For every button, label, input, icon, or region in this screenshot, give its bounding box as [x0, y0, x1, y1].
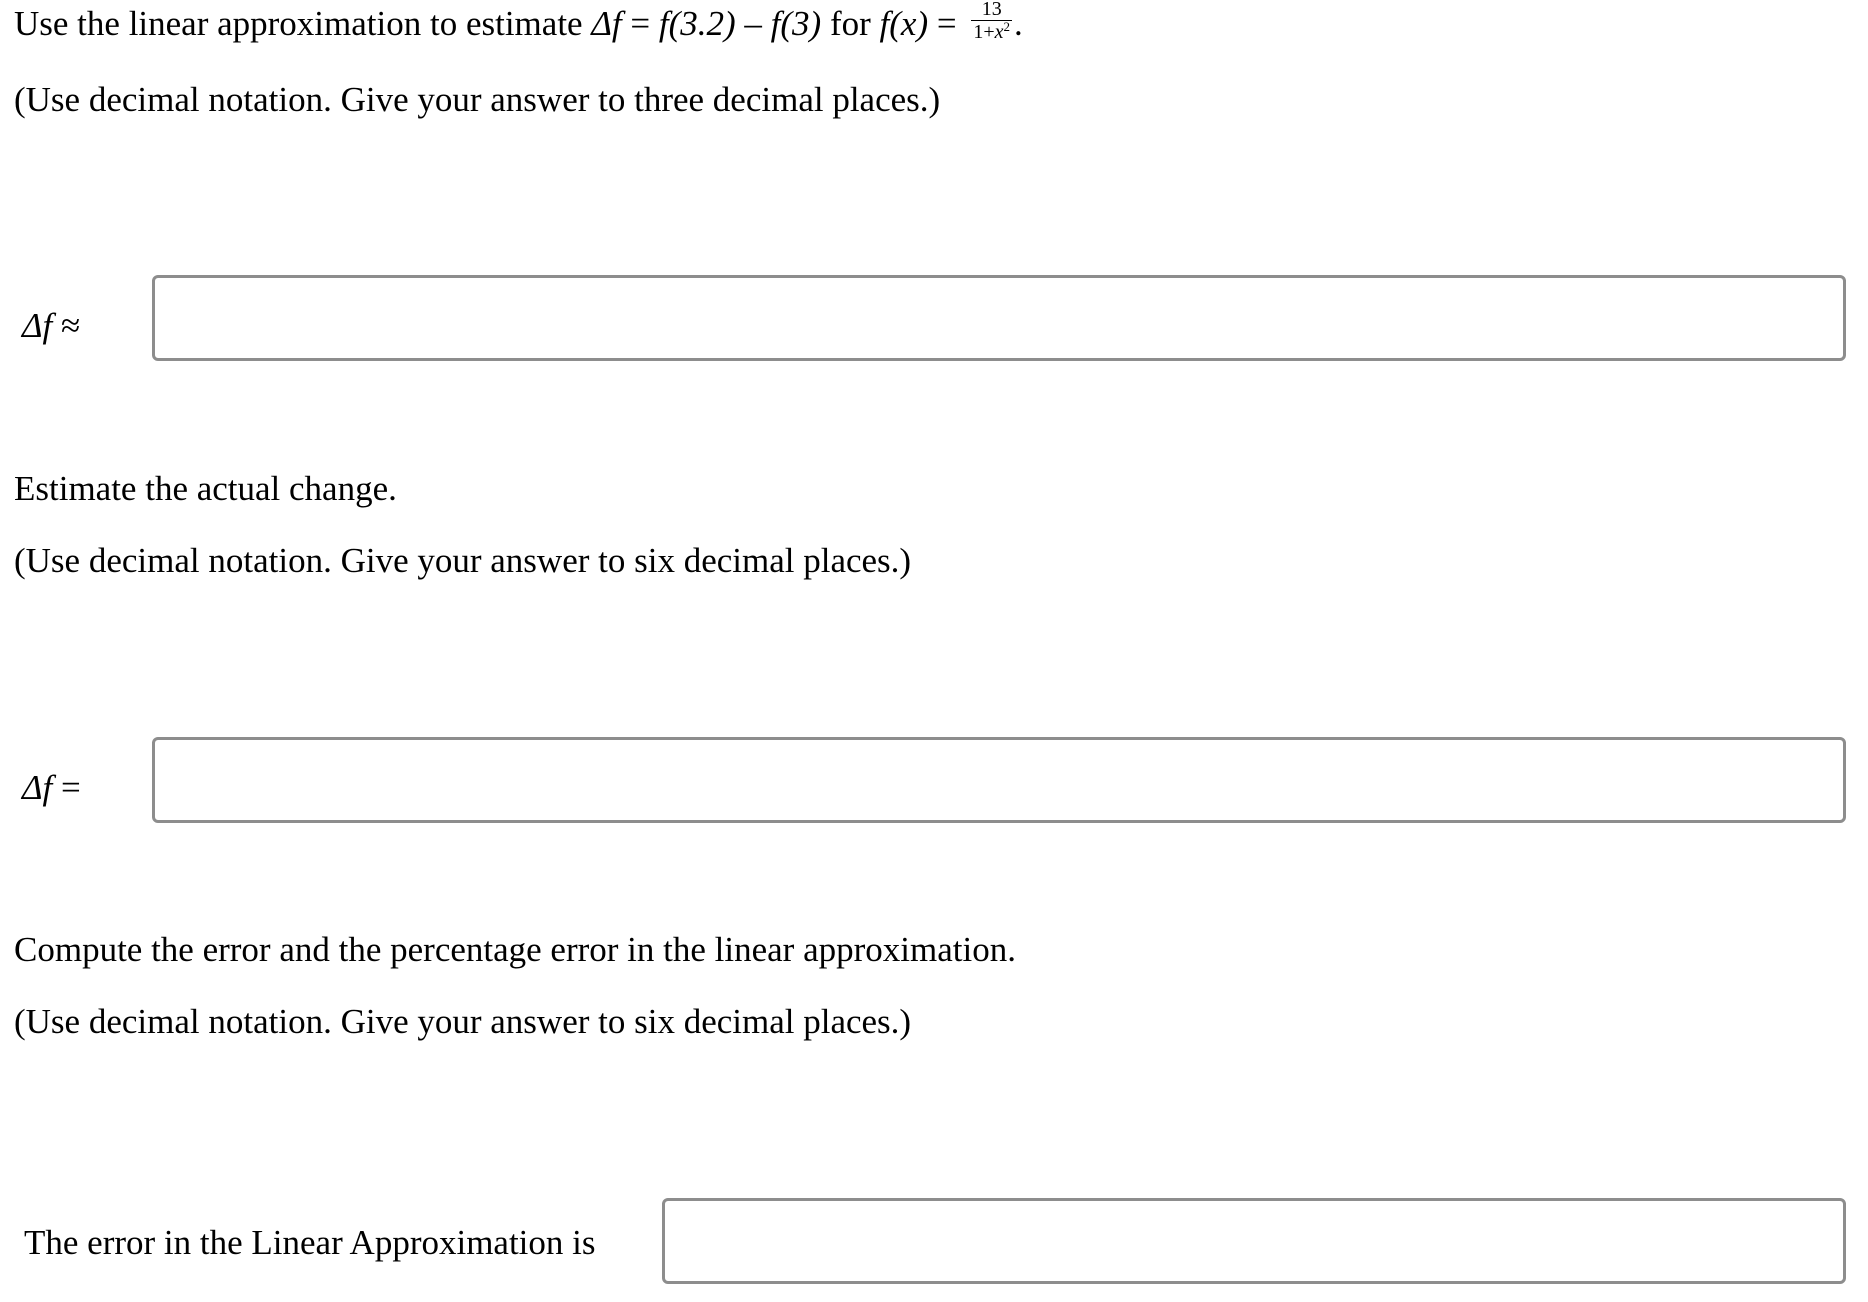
f-of-3-2: f(3.2)	[658, 4, 736, 43]
f-of-3: f(3)	[770, 4, 822, 43]
actual-delta-f: Δf	[22, 768, 53, 807]
denominator-variable: x	[994, 21, 1004, 44]
error-input[interactable]	[662, 1198, 1846, 1284]
error-label: The error in the Linear Approximation is	[24, 1223, 596, 1262]
minus-sign: –	[744, 4, 762, 43]
denominator-exponent: 2	[1003, 19, 1011, 35]
for-text: for	[829, 4, 871, 43]
instruction-six-places-1: (Use decimal notation. Give your answer to six decimal places.)	[14, 541, 912, 580]
compute-error-prompt: Compute the error and the percentage error in the linear approximation.	[14, 930, 1016, 969]
fraction-numerator: 13	[971, 0, 1012, 21]
linear-approximation-input[interactable]	[152, 275, 1846, 361]
instruction-six-places-2: (Use decimal notation. Give your answer to six decimal places.)	[14, 1002, 912, 1041]
problem-intro: Use the linear approximation to estimate	[14, 4, 583, 43]
statement-period: .	[1014, 4, 1023, 43]
equals-sign-2: =	[936, 4, 957, 43]
equals-sign: =	[630, 4, 651, 43]
equals-symbol: =	[61, 768, 81, 807]
delta-f-symbol: Δf	[591, 4, 622, 43]
approx-label	[22, 304, 80, 348]
denominator-prefix: 1+	[973, 21, 995, 44]
problem-statement	[14, 2, 1023, 49]
approx-delta-f: Δf	[22, 306, 53, 345]
fraction-denominator	[971, 21, 1012, 43]
estimate-actual-change-prompt: Estimate the actual change.	[14, 469, 397, 508]
instruction-three-places: (Use decimal notation. Give your answer to three decimal places.)	[14, 80, 941, 119]
approx-symbol: ≈	[61, 306, 81, 345]
f-of-x: f(x)	[879, 4, 929, 43]
actual-change-input[interactable]	[152, 737, 1846, 823]
actual-change-label	[22, 766, 81, 810]
function-fraction	[971, 0, 1012, 43]
